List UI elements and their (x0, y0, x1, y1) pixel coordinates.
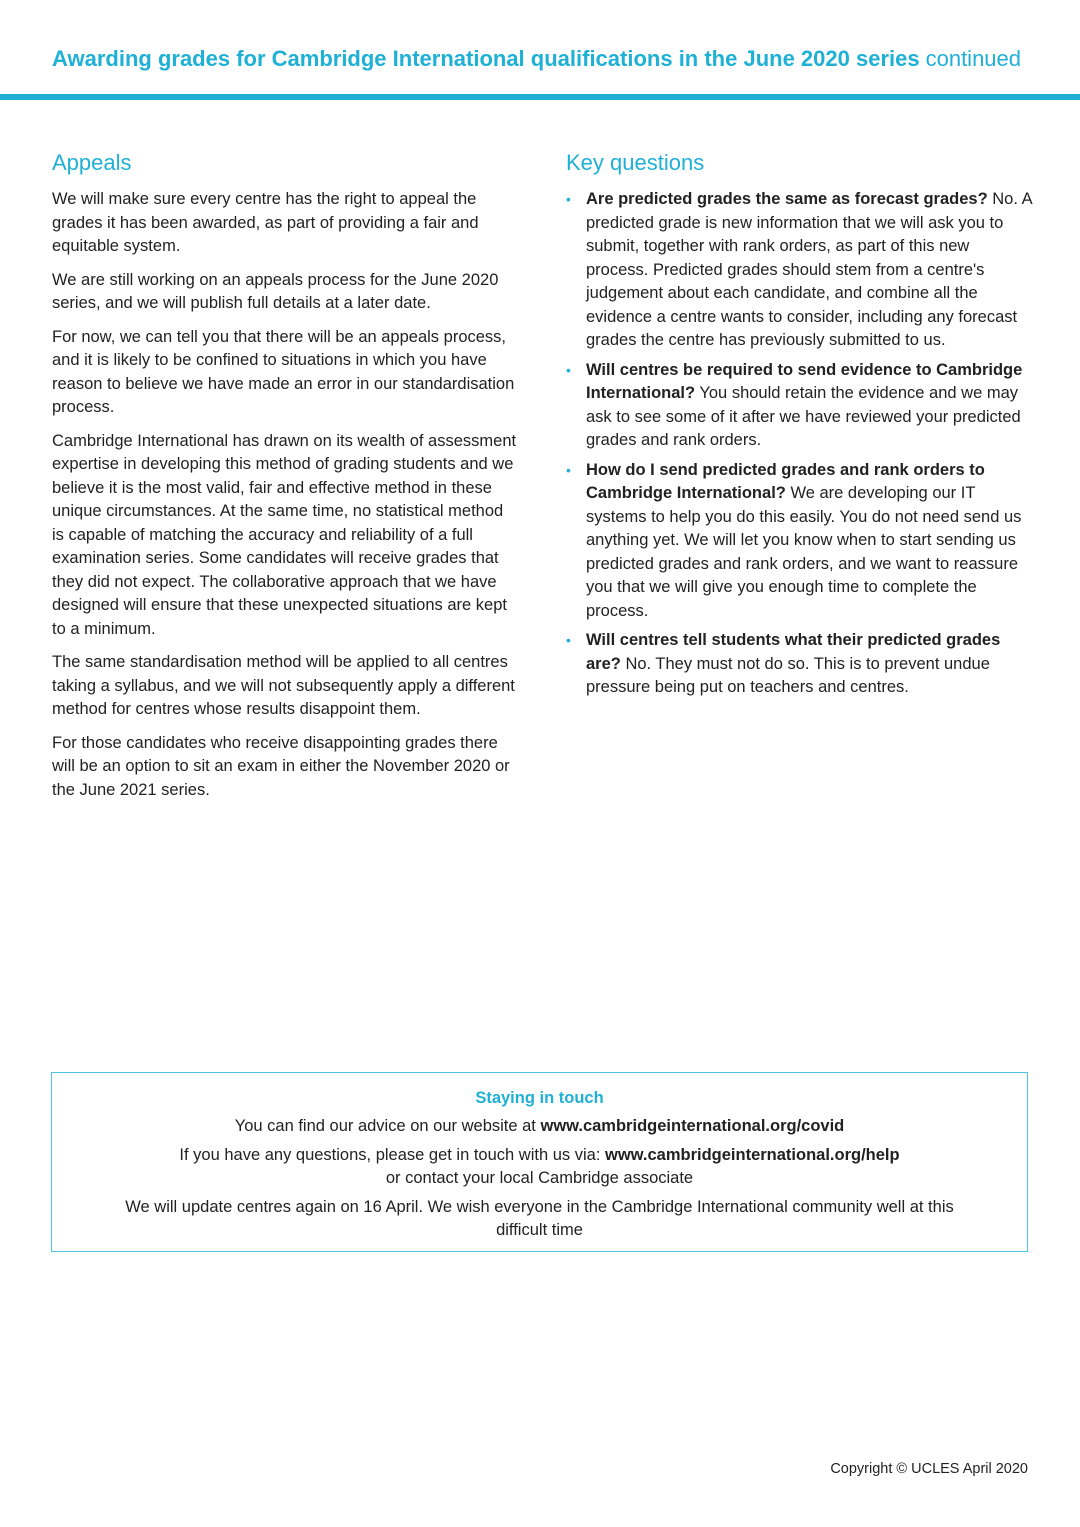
question-text: Will centres tell students what their predicted grades are? (586, 631, 1001, 673)
list-item (566, 459, 1036, 624)
appeals-paragraph: Cambridge International has drawn on its wealth of assessment expertise in developing this method of grading students and we believe it is the most valid, fair and effective method in these unique circumstances. At the same time, no statistical method is capable of matching the accuracy and reliability of a full examination series. Some candidates will receive grades that they did not expect. The collaborative approach that we have designed will ensure that these unexpected situations are kept to a minimum. (52, 431, 517, 638)
contact-help-text: If you have any questions, please get in touch with us via: (179, 1146, 605, 1164)
appeals-paragraph: We will make sure every centre has the right to appeal the grades it has been awarded, as part of providing a fair and equitable system. (52, 190, 479, 255)
appeals-heading: Appeals (52, 150, 132, 175)
copyright: Copyright © UCLES April 2020 (830, 1461, 1028, 1477)
contact-update-line: We will update centres again on 16 April. We wish everyone in the Cambridge International community well at this difficult time (125, 1198, 954, 1239)
question-text: Will centres be required to send evidence to Cambridge International? (586, 360, 1023, 402)
key-questions-section (566, 150, 1036, 706)
bullet-icon: • (566, 632, 571, 648)
help-link[interactable]: www.cambridgeinternational.org/help (605, 1146, 900, 1164)
contact-associate-text: or contact your local Cambridge associate (385, 1169, 694, 1187)
page-header (0, 0, 1080, 95)
answer-text: We are developing our IT systems to help you do this easily. You do not need send us anything yet. We will let you know when to start sending us predicted grades and rank orders, and we want to reassure you that we will give you enough time to complete the process. (586, 484, 1022, 620)
contact-title: Staying in touch (475, 1089, 604, 1107)
covid-link[interactable]: www.cambridgeinternational.org/covid (540, 1117, 845, 1135)
answer-text: You should retain the evidence and we may ask to see some of it after we have reviewed your predicted grades and rank orders. (586, 384, 1021, 449)
header-title (52, 46, 1021, 72)
contact-box (51, 1072, 1028, 1252)
question-text: How do I send predicted grades and rank orders to Cambridge International? (586, 460, 985, 502)
appeals-paragraph: We are still working on an appeals process for the June 2020 series, and we will publish full details at a later date. (52, 270, 499, 312)
list-item (566, 359, 1036, 453)
appeals-paragraph: For those candidates who receive disappointing grades there will be an option to sit an exam in either the November 2020 or the June 2021 series. (52, 733, 510, 799)
bullet-icon: • (566, 361, 571, 378)
contact-website-line (52, 1115, 1027, 1138)
appeals-paragraph: For now, we can tell you that there will be an appeals process, and it is likely to be confined to situations in which you have reason to believe we have made an error in our standardisation process. (52, 327, 515, 416)
question-text: Are predicted grades the same as forecast grades? (586, 190, 988, 208)
contact-website-text: You can find our advice on our website at (234, 1117, 541, 1135)
appeals-paragraph: The same standardisation method will be applied to all centres taking a syllabus, and we will not subsequently apply a different method for centres whose results disappoint them. (52, 653, 515, 718)
key-questions-list (566, 188, 1036, 700)
list-item (566, 188, 1036, 353)
contact-help-line (52, 1144, 1027, 1190)
appeals-section (52, 150, 517, 812)
key-questions-heading: Key questions (566, 150, 705, 175)
bullet-icon: • (566, 461, 571, 478)
header-continued: continued (925, 46, 1022, 71)
bullet-icon: • (566, 191, 571, 207)
list-item (566, 629, 1036, 700)
answer-text: No. They must not do so. This is to prevent undue pressure being put on teachers and centres. (586, 654, 990, 696)
answer-text: No. A predicted grade is new information that we will ask you to submit, together with rank orders, as part of this new process. Predicted grades should stem from a centre's judgement about each candidate, and combine all the evidence a centre wants to consider, including any forecast grades the centre has previously submitted to us. (586, 190, 1032, 349)
header-rule (0, 94, 1080, 100)
header-title-text: Awarding grades for Cambridge International qualifications in the June 2020 series (52, 46, 920, 71)
